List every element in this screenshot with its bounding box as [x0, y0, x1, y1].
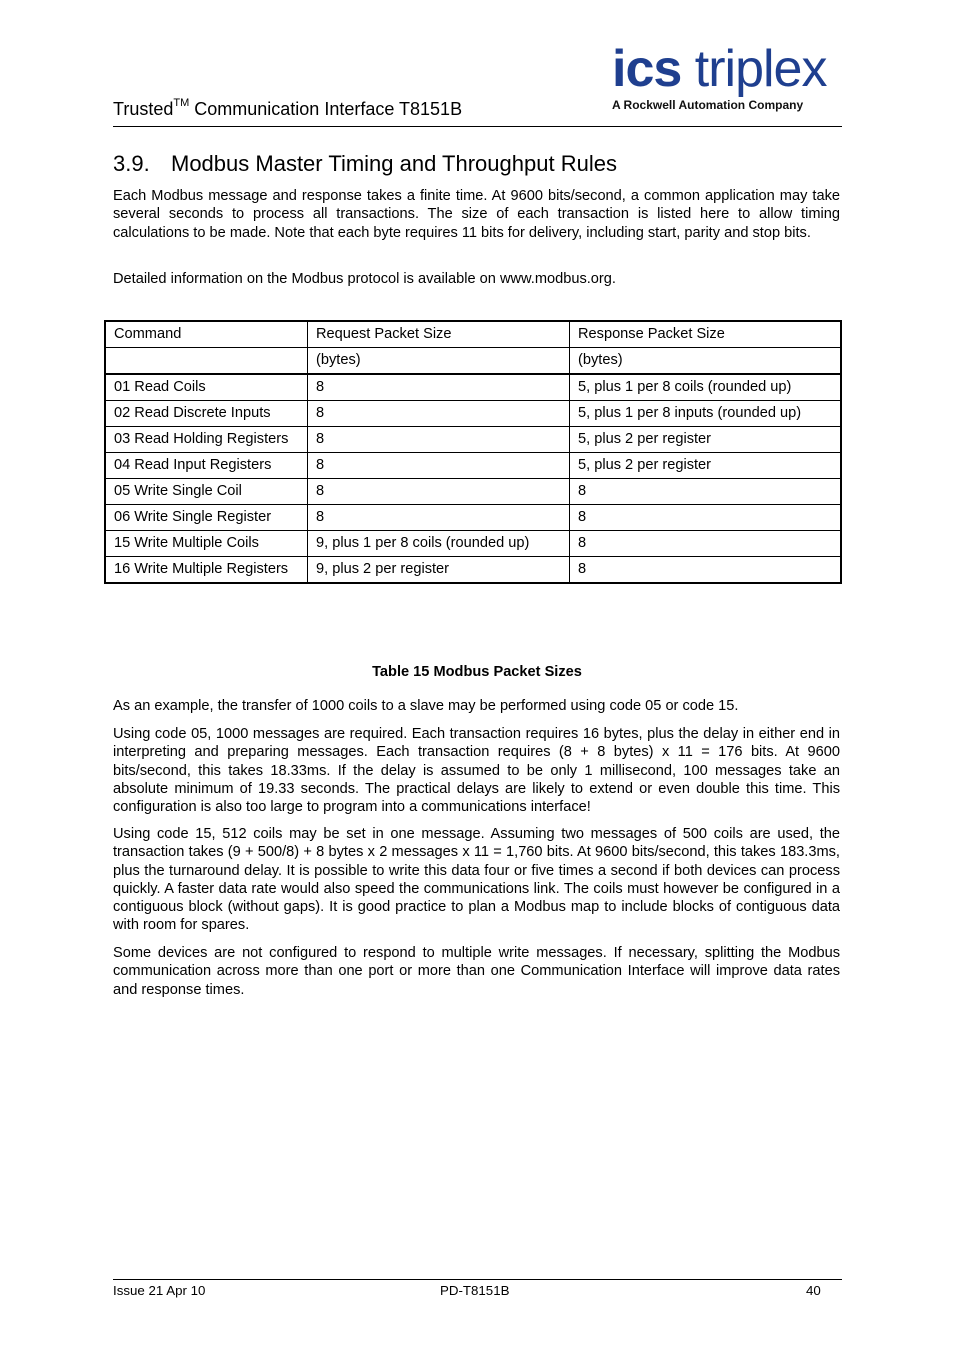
table-caption: Table 15 Modbus Packet Sizes: [372, 664, 582, 680]
company-logo: [612, 40, 844, 112]
cell-request: 9, plus 2 per register: [308, 557, 570, 584]
section-heading: [113, 151, 617, 177]
modbus-packet-table: [104, 320, 842, 584]
cell-request: 8: [308, 374, 570, 401]
table-row: [105, 557, 841, 584]
section-number: 3.9.: [113, 151, 150, 176]
cell-response: 5, plus 1 per 8 inputs (rounded up): [570, 401, 842, 427]
cell-response: 8: [570, 505, 842, 531]
cell-command: 06 Write Single Register: [105, 505, 308, 531]
cell-response: 5, plus 1 per 8 coils (rounded up): [570, 374, 842, 401]
cell-command: 01 Read Coils: [105, 374, 308, 401]
footer-document-id: PD-T8151B: [440, 1283, 510, 1298]
subheader-command: [105, 348, 308, 375]
cell-command: 03 Read Holding Registers: [105, 427, 308, 453]
header-request-size: Request Packet Size: [308, 321, 570, 348]
table-row: [105, 427, 841, 453]
header-command: Command: [105, 321, 308, 348]
multiple-write-paragraph: Some devices are not configured to respond to multiple write messages. If necessary, splitting the Modbus communication across more than one port or more than one Communication Interface will improve data rates and response times.: [113, 945, 840, 998]
cell-response: 8: [570, 479, 842, 505]
table-row: [105, 479, 841, 505]
cell-request: 8: [308, 479, 570, 505]
code15-paragraph: Using code 15, 512 coils may be set in one message. Assuming two messages of 500 coils are used, the transaction takes (9 + 500/8) + 8 bytes x 2 messages x 11 = 1,760 bits. At 9600 bits/second, this takes 183.3ms, plus the turnaround delay. It is possible to write this data four or five times a second if both devices can process quickly. A faster data rate would also speed the communications link. The coils must however be configured in a contiguous block (without gaps). It is good practice to plan a Modbus map to include blocks of contiguous data with room for spares.: [113, 826, 840, 934]
cell-request: 9, plus 1 per 8 coils (rounded up): [308, 531, 570, 557]
cell-response: 8: [570, 531, 842, 557]
modbus-reference-paragraph: Detailed information on the Modbus protocol is available on www.modbus.org.: [113, 271, 616, 287]
table-row: [105, 531, 841, 557]
cell-request: 8: [308, 453, 570, 479]
cell-request: 8: [308, 427, 570, 453]
subheader-request-unit: (bytes): [308, 348, 570, 375]
table-subheader-row: [105, 348, 841, 375]
cell-command: 02 Read Discrete Inputs: [105, 401, 308, 427]
table-header-row: [105, 321, 841, 348]
table-row: [105, 453, 841, 479]
footer-page-number: 40: [806, 1283, 821, 1298]
title-prefix: Trusted: [113, 99, 174, 119]
cell-response: 5, plus 2 per register: [570, 453, 842, 479]
document-title: [113, 99, 462, 120]
logo-wordmark: ics triplex: [612, 40, 827, 98]
table-row: [105, 374, 841, 401]
title-suffix: Communication Interface T8151B: [194, 99, 463, 119]
cell-response: 5, plus 2 per register: [570, 427, 842, 453]
footer-divider: [113, 1279, 842, 1280]
header-response-size: Response Packet Size: [570, 321, 842, 348]
cell-command: 15 Write Multiple Coils: [105, 531, 308, 557]
example-paragraph: As an example, the transfer of 1000 coils to a slave may be performed using code 05 or code 15.: [113, 698, 739, 714]
table-row: [105, 505, 841, 531]
cell-response: 8: [570, 557, 842, 584]
cell-request: 8: [308, 505, 570, 531]
intro-paragraph: Each Modbus message and response takes a finite time. At 9600 bits/second, a common application may take several seconds to process all transactions. The size of each transaction is listed here to allow timing calculations to be made. Note that each byte requires 11 bits for delivery, including start, parity and stop bits.: [113, 188, 840, 241]
section-title: Modbus Master Timing and Throughput Rules: [171, 151, 617, 176]
cell-command: 04 Read Input Registers: [105, 453, 308, 479]
header-divider: [113, 126, 842, 127]
cell-command: 16 Write Multiple Registers: [105, 557, 308, 584]
logo-tagline: A Rockwell Automation Company: [612, 98, 804, 112]
cell-command: 05 Write Single Coil: [105, 479, 308, 505]
cell-request: 8: [308, 401, 570, 427]
code05-paragraph: Using code 05, 1000 messages are required. Each transaction requires 16 bytes, plus the delay in either end in interpreting and preparing messages. Each transaction requires (8 + 8 bytes) x 11 = 176 bits. At 9600 bits/second, this takes 18.33ms. If the delay is assumed to be only 1 millisecond, 100 messages take an absolute minimum of 19.33 seconds. The practical delays are likely to extend or even double this time. This configuration is also too large to program into a communications interface!: [113, 726, 840, 816]
footer-issue: Issue 21 Apr 10: [113, 1283, 206, 1298]
subheader-response-unit: (bytes): [570, 348, 842, 375]
trademark-sup: TM: [173, 97, 190, 109]
table-row: [105, 401, 841, 427]
